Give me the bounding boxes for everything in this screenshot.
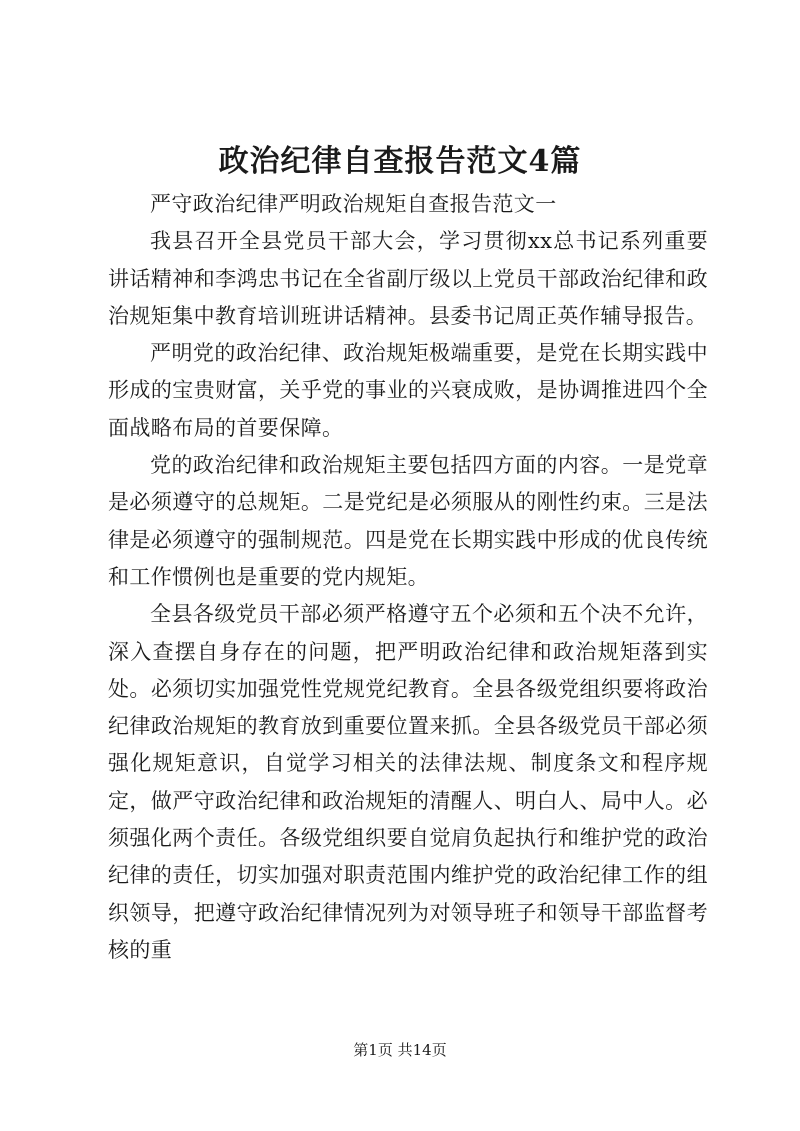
document-body [108,186,708,969]
paragraph: 全县各级党员干部必须严格遵守五个必须和五个决不允许，深入查摆自身存在的问题，把严明政治纪律和政治规矩落到实处。必须切实加强党性党规党纪教育。全县各级党组织要将政治纪律政治规矩的教育放到重要位置来抓。全县各级党员干部必须强化规矩意识，自觉学习相关的法律法规、制度条文和程序规定，做严守政治纪律和政治规矩的清醒人、明白人、局中人。必须强化两个责任。各级党组织要自觉肩负起执行和维护党的政治纪律的责任，切实加强对职责范围内维护党的政治纪律工作的组织领导，把遵守政治纪律情况列为对领导班子和领导干部监督考核的重 [108,602,708,962]
page-number-footer: 第1页 共14页 [353,1041,447,1059]
document-title: 政治纪律自查报告范文4篇 [218,144,582,179]
paragraph: 严明党的政治纪律、政治规矩极端重要，是党在长期实践中形成的宝贵财富，关乎党的事业的兴衰成败，是协调推进四个全面战略布局的首要保障。 [108,341,708,440]
paragraph: 我县召开全县党员干部大会，学习贯彻xx总书记系列重要讲话精神和李鸿忠书记在全省副厅级以上党员干部政治纪律和政治规矩集中教育培训班讲话精神。县委书记周正英作辅导报告。 [108,229,708,328]
paragraph-subtitle: 严守政治纪律严明政治规矩自查报告范文一 [150,192,557,216]
paragraph: 党的政治纪律和政治规矩主要包括四方面的内容。一是党章是必须遵守的总规矩。二是党纪是必须服从的刚性约束。三是法律是必须遵守的强制规范。四是党在长期实践中形成的优良传统和工作惯例也是重要的党内规矩。 [108,453,708,589]
